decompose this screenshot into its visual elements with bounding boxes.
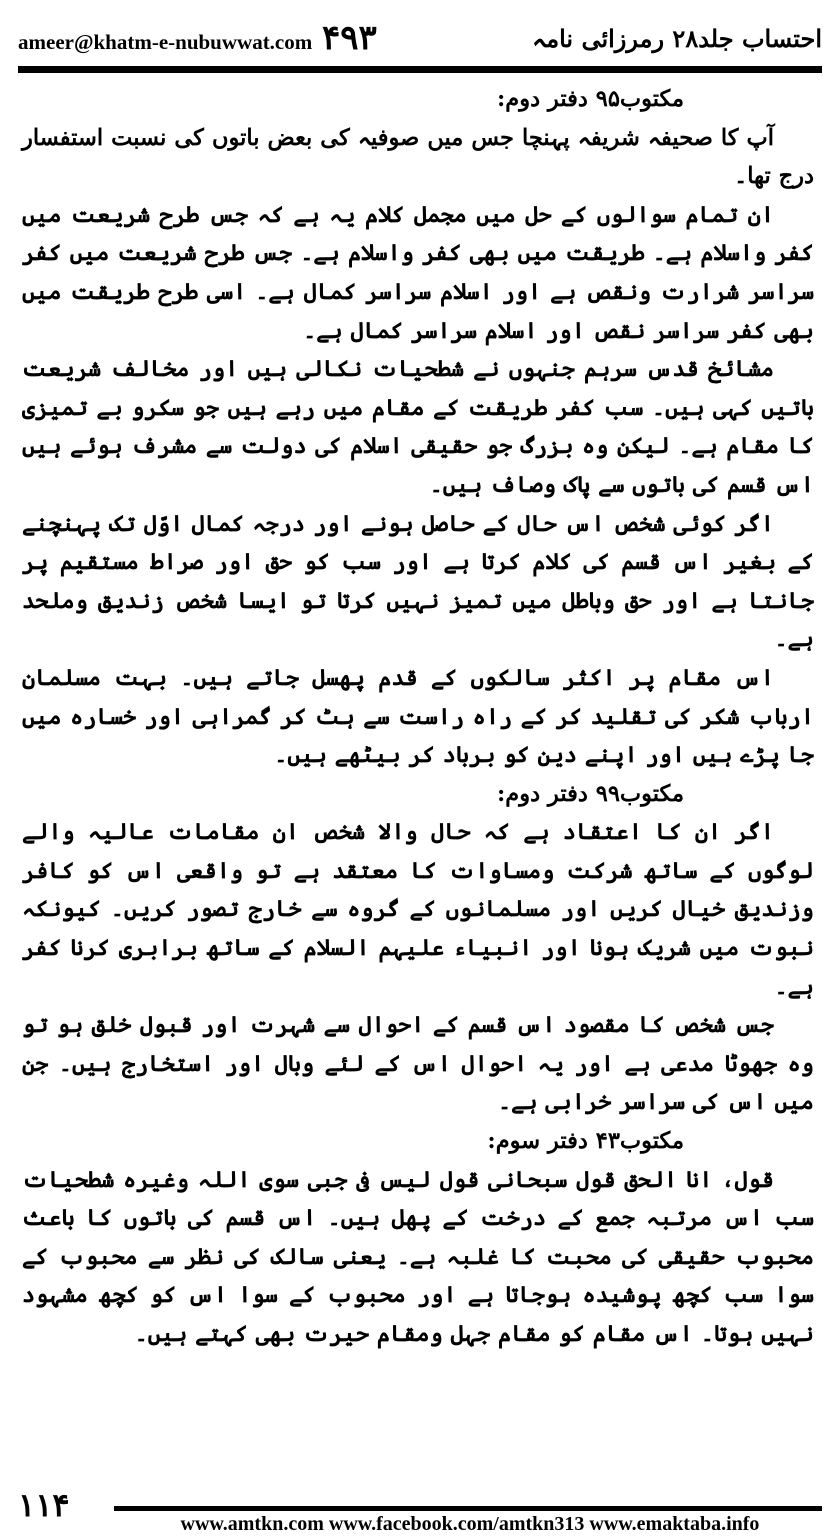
footer-rule: [114, 1506, 822, 1511]
section-heading: مکتوب۹۵ دفتر دوم:: [496, 86, 684, 112]
page-footer: [18, 1484, 822, 1535]
paragraph: اگر ان کا اعتقاد ہے کہ حال والا شخص ان مقامات عالیہ والے لوگوں کے ساتھ شرکت ومساوات کا معتقد ہے تو واقعی اس کو کافر وزندیق خیال کریں اور مسلمانوں کے گروہ سے خارج تصور کریں۔ کیونکہ نبوت میں شریک ہونا اور انبیاء علیہم السلام کے ساتھ برابری کرنا کفر ہے۔: [22, 819, 814, 1000]
email-address: ameer@khatm-e-nubuwwat.com: [18, 30, 313, 54]
paragraph: اگر کوئی شخص اس حال کے حاصل ہونے اور درجہ کمال اوّل تک پہنچنے کے بغیر اس قسم کی کلام کرتا ہے اور سب کو حق اور صراط مستقیم پر جانتا ہے اور حق وباطل میں تمیز نہیں کرتا تو ایسا شخص زندیق وملحد ہے۔: [22, 510, 814, 653]
page-body: [22, 80, 814, 1354]
footer-links: www.amtkn.com www.facebook.com/amtkn313 www.emaktaba.info: [180, 1513, 760, 1535]
paragraph: قول، انا الحق قول سبحانی قول لیس فی جبی سوی اللہ وغیرہ شطحیات سب اس مرتبہ جمع کے درخت کے پھل ہیں۔ اس قسم کی باتوں کا باعث محبوب حقیقی کی محبت کا غلبہ ہے۔ یعنی سالک کی نظر سے محبوب کے سوا سب کچھ پوشیدہ ہوجاتا ہے اور محبوب کے سوا اس کو کچھ مشہود نہیں ہوتا۔ اس مقام کو مقام جہل ومقام حیرت بھی کہتے ہیں۔: [22, 1166, 814, 1347]
page-number: ۴۹۳: [322, 18, 377, 58]
footer-page-number: ۱۱۴: [18, 1486, 70, 1524]
section-heading: مکتوب۴۳ دفتر سوم:: [487, 1128, 684, 1155]
book-title: احتساب جلد۲۸ رمرزائی نامہ: [532, 24, 822, 53]
paragraph: جس شخص کا مقصود اس قسم کے احوال سے شہرت اور قبول خلق ہو تو وہ جھوٹا مدعی ہے اور یہ احوال اس کے لئے وبال اور استخارج ہیں۔ جن میں اس کی سراسر خرابی ہے۔: [22, 1012, 814, 1116]
section-heading: مکتوب۹۹ دفتر دوم:: [496, 780, 684, 807]
paragraph: آپ کا صحیفہ شریفہ پہنچا جس میں صوفیہ کی بعض باتوں کی نسبت استفسار درج تھا۔: [22, 124, 814, 190]
header-rule: [18, 66, 822, 73]
page-header: [18, 16, 822, 66]
paragraph: ان تمام سوالوں کے حل میں مجمل کلام یہ ہے کہ جس طرح شریعت میں کفر واسلام ہے۔ طریقت میں بھی کفر واسلام ہے۔ جس طرح شریعت میں کفر سراسر شرارت ونقص ہے اور اسلام سراسر کمال ہے۔ اسی طرح طریقت میں بھی کفر سراسر نقص اور اسلام سراسر کمال ہے۔: [22, 201, 814, 344]
paragraph: مشائخ قدس سرہم جنہوں نے شطحیات نکالی ہیں اور مخالف شریعت باتیں کہی ہیں۔ سب کفر طریقت کے مقام میں رہے ہیں جو سکرو بے تمیزی کا مقام ہے۔ لیکن وہ بزرگ جو حقیقی اسلام کی دولت سے مشرف ہوئے ہیں اس قسم کی باتوں سے پاک وصاف ہیں۔: [22, 356, 814, 498]
paragraph: اس مقام پر اکثر سالکوں کے قدم پھسل جاتے ہیں۔ بہت مسلمان ارباب شکر کی تقلید کر کے راہ راست سے ہٹ کر گمراہی اور خسارہ میں جا پڑے ہیں اور اپنے دین کو برباد کر بیٹھے ہیں۔: [22, 664, 814, 769]
